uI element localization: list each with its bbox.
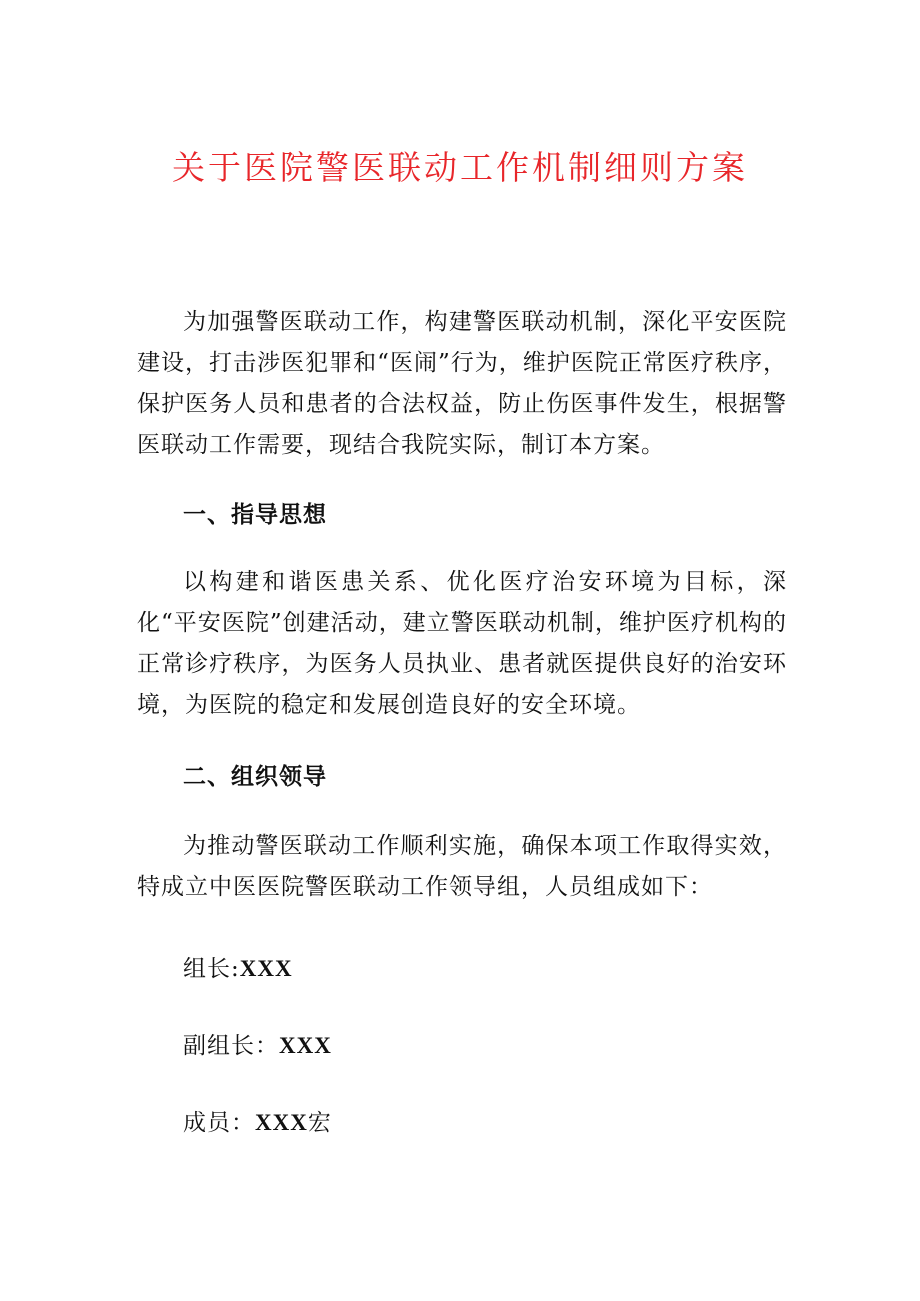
section-heading-guiding-ideology: 一、指导思想 bbox=[183, 502, 327, 528]
member-suffix: 宏 bbox=[307, 1110, 332, 1136]
member-line-leader bbox=[183, 950, 293, 983]
section-heading-organization: 二、组织领导 bbox=[183, 764, 327, 790]
section-body-guiding-ideology: 以构建和谐医患关系、优化医疗治安环境为目标，深化“平安医院”创建活动，建立警医联动机制，维护医疗机构的正常诊疗秩序，为医务人员执业、患者就医提供良好的治安环境，为医院的稳定和发展创造良好的安全环境。 bbox=[137, 569, 787, 718]
intro-paragraph: 为加强警医联动工作，构建警医联动机制，深化平安医院建设，打击涉医犯罪和“医闹”行为，维护医院正常医疗秩序，保护医务人员和患者的合法权益，防止伤医事件发生，根据警医联动工作需要，现结合我院实际，制订本方案。 bbox=[137, 309, 787, 458]
member-label: 组长: bbox=[183, 956, 240, 982]
member-label: 副组长： bbox=[183, 1033, 279, 1059]
member-label: 成员： bbox=[183, 1110, 255, 1136]
document-title: 关于医院警医联动工作机制细则方案 bbox=[172, 148, 748, 187]
member-value: XXX bbox=[239, 956, 293, 981]
member-value: XXX bbox=[279, 1033, 332, 1058]
member-line-deputy-leader bbox=[183, 1027, 332, 1060]
section-body-organization: 为推动警医联动工作顺利实施，确保本项工作取得实效，特成立中医医院警医联动工作领导组，人员组成如下： bbox=[137, 833, 787, 900]
member-value: XXX bbox=[255, 1110, 308, 1135]
member-line-members bbox=[183, 1104, 332, 1137]
